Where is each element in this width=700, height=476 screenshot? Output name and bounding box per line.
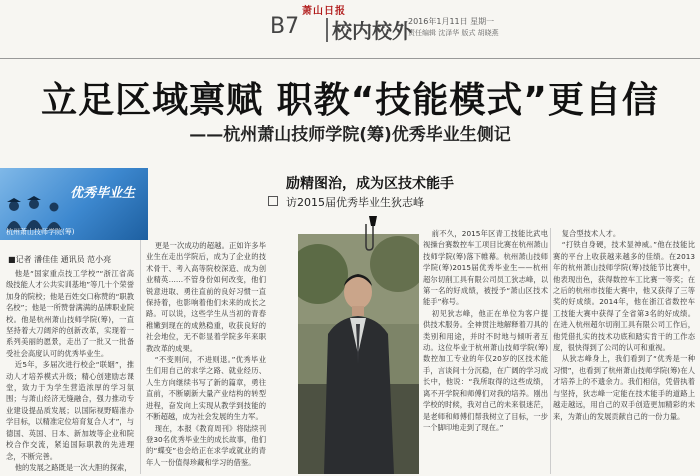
portrait-illustration	[298, 234, 419, 474]
byline: ■记者 潘佳佳 通讯员 范小亮	[8, 255, 112, 264]
paragraph: 现在，本报《教育周刊》将陆续刊登30名优秀毕业生的成长故事，他们的“蝶变”也会给正在求学或就业的青年人一份值得珍藏和学习的借鉴。	[146, 423, 266, 467]
editor-credits: 责任编辑 沈泽华 版式 胡晓燕	[408, 29, 499, 37]
paragraph: 近5年，多届次进行校企“联姻”，推动人才培养模式升级；精心创建励志课堂，致力于为学生营造浓厚的学习氛围；与萧山经济无缝融合，强力推动专业建设提品质发展；以国际视野瞄准办学目标，以精准定位培育复合人才”，与德国、英国、日本、新加坡等企业和院校合作交流，紧追国际职教的先进理念，不断完善。	[6, 360, 134, 461]
article-column-1	[6, 268, 134, 474]
paperclip-icon	[365, 216, 381, 252]
paragraph: 从狄志峰身上，我们看到了“优秀是一种习惯”，也看到了杭州萧山技师学院(筹)在人才培养上的不遗余力。我们相信，凭借执着与坚持，狄志峰一定能在技术能手的道路上越走越远，用自己的双手创造更加精彩的未来，为萧山的发展贡献自己的一份力量。	[553, 354, 695, 421]
paragraph: 他是“国家重点技工学校”“浙江省高级技能人才公共实训基地”等几十个荣誉加身的院校；他是百姓交口称赞的“职教名校”；他是一所赞誉满满的品牌职业院校。他是杭州萧山技师学院(筹)，一直坚持着大刀阔斧的创新改革，实现着一系列美丽的愿景，走出了一批又一批备受社会高度认可的优秀毕业生。	[6, 269, 134, 358]
paragraph: “打铁自身硬，技术显神威。”他在技能比赛的平台上收获越来越多的佳绩。在2013年的杭州萧山技师学院(筹)技能节比赛中，他表现出色，获得数控车工比赛一等奖；在之后的杭州市技能大赛中，他又获得了三等奖的好成绩。2014年，他在浙江省数控车工技能大赛中获得了全省第3名的好成绩。在进入杭州超尔切削工具有限公司工作后，他凭借扎实的技术功底和踏实肯干的工作态度，很快得到了公司的认可和重视。	[553, 240, 695, 353]
feature-subtitle: 访2015届优秀毕业生狄志峰	[286, 196, 424, 209]
issue-date: 2016年1月11日 星期一	[408, 17, 495, 26]
header-divider	[326, 18, 328, 42]
article-column-2	[146, 240, 266, 474]
article-column-3	[423, 228, 548, 474]
page-number: B7	[270, 14, 300, 39]
graduate-portrait-photo	[298, 234, 419, 474]
graduates-banner	[0, 168, 148, 240]
main-headline: 立足区域禀赋 职教“技能模式”更自信	[41, 80, 659, 121]
header-rule	[0, 58, 700, 59]
column-divider	[550, 228, 551, 474]
column-divider	[140, 240, 141, 474]
sub-headline: ——杭州萧山技师学院(筹)优秀毕业生侧记	[189, 125, 511, 145]
paragraph: 更是一次成功的超越。正如许多毕业生在走出学院后，成为了企业的技术骨干、考入高等院校深造、成为创业精英……不管身份如何改变，他们锐意进取、勇往直前的良好习惯一直保持着，也影响着他们未来的成长之路。可以说，这些学生从当初的青春稚嫩到现在的成熟稳重，收获良好的社会地位，无不彰显着学院多年来职教改革的成果。	[146, 241, 266, 353]
paragraph: 前不久，2015年区青工技能比武电视操台赛数控车工项目比赛在杭州萧山技师学院(筹)落下帷幕。杭州萧山技师学院(筹)2015届优秀毕业生——杭州超尔切削工具有限公司员工狄志峰，以第一名的好成绩，被授予“萧山区技术能手”称号。	[423, 229, 548, 307]
square-bullet-icon	[268, 196, 278, 206]
section-title: 校内校外	[332, 19, 412, 43]
paragraph: 复合型技术人才。	[561, 229, 621, 238]
paragraph: 初见狄志峰，他正在单位为客户提供技术服务。全神贯注地解释着刀具的类别和用途，并时不时地与倾听者互动。这位毕业于杭州萧山技师学院(筹)数控加工专业的年仅20岁的区技术能手，言谈间十分沉稳，在广阔的学习成长中，他说：“我所取得的这些成绩，离不开学院和师傅们对我的培养。刚出学校的时候，我对自己的未来很迷茫，是老师和师傅们帮我树立了目标，一步一个脚印地走到了现在。”	[423, 308, 548, 432]
paragraph: “不变则问，不进则退。”优秀毕业生们用自己的求学之路、就业经历、人生方向继续书写了新的篇章，勇往直前，不断刷新大量产业结构的转型进程，奋发向上实现从教学到技能的不断超越，成为社会发展的生力军。	[146, 355, 266, 422]
banner-subtitle: 杭州萧山技师学院(筹)	[6, 228, 75, 236]
paragraph: 他的发展之路既是一次大胆的探索，	[14, 462, 132, 472]
masthead-logo: 萧山日报	[302, 6, 346, 17]
feature-title: 励精图治，成为区技术能手	[286, 176, 454, 192]
article-column-4	[553, 228, 695, 474]
banner-title: 优秀毕业生	[70, 186, 136, 201]
